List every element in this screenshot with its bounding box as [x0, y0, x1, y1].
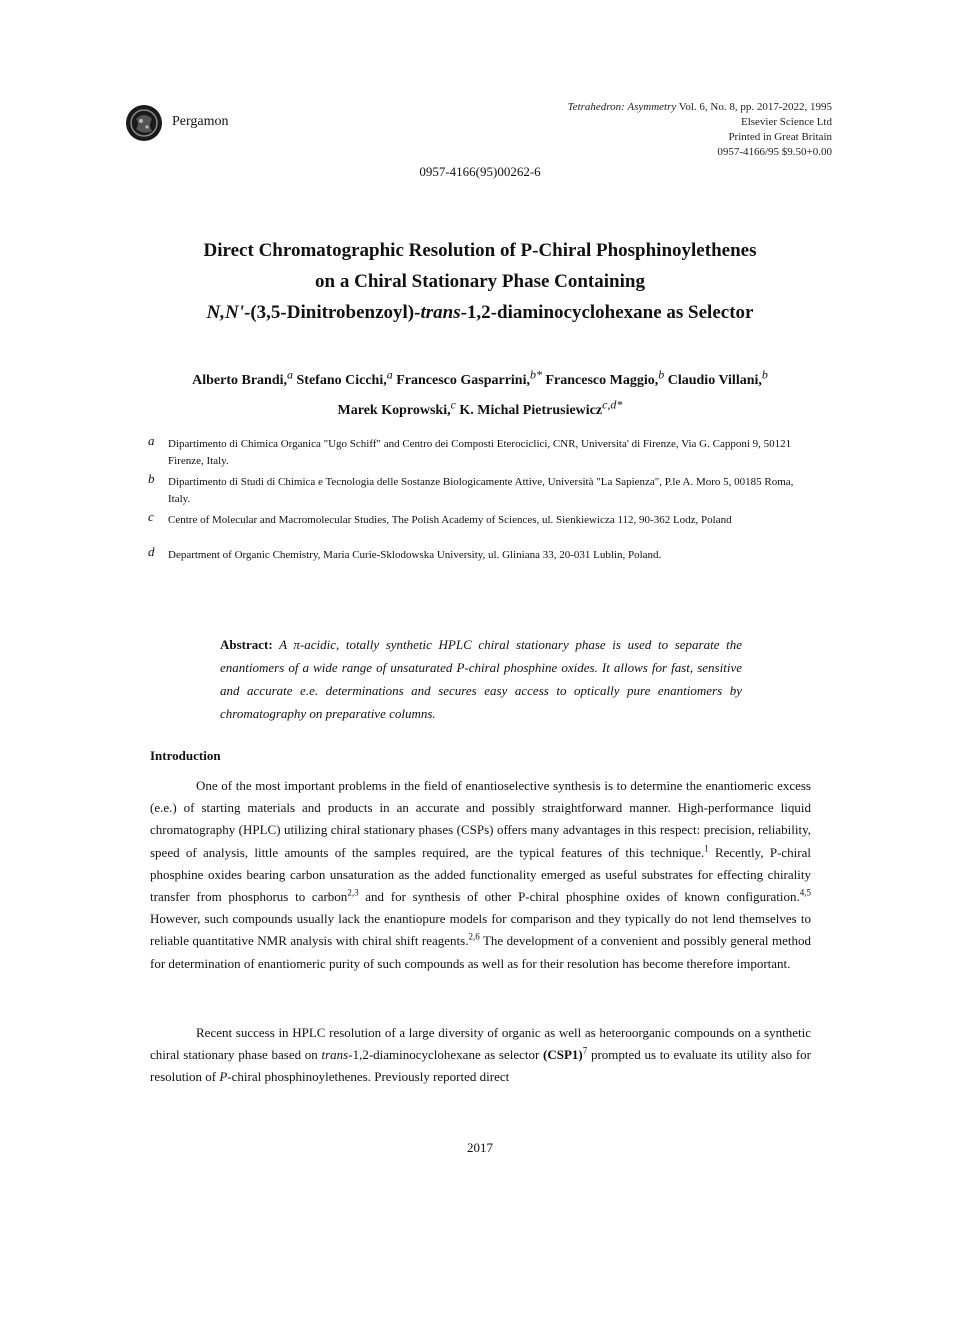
affiliation-b	[148, 471, 818, 508]
abstract	[220, 633, 742, 725]
author-name: Francesco Maggio,	[545, 372, 659, 388]
title-part: -(3,5-Dinitrobenzoyl)-	[244, 302, 421, 323]
abstract-label: Abstract:	[220, 637, 273, 652]
author-name: K. Michal Pietrusiewicz	[459, 403, 603, 419]
author	[296, 367, 393, 388]
author-affiliation-mark: b	[761, 367, 768, 381]
title-part: -1,2-diaminocyclohexane as Selector	[460, 302, 754, 323]
page-number: 2017	[467, 1140, 493, 1155]
title-line-2: on a Chiral Stationary Phase Containing	[315, 271, 645, 292]
body-text: prompted us to evaluate its utility also for resolution of	[150, 1047, 811, 1085]
reference-mark: 2,6	[468, 932, 480, 943]
abstract-text: A π-acidic, totally synthetic HPLC chiral stationary phase is used to separate the enantiomers of a wide range of unsaturated P-chiral phosphine oxides. It allows for fast, sensitive and accurate e.e. determinations and secures easy access to optically pure enantiomers by chromatography on preparative columns.	[220, 637, 742, 721]
affiliation-text: Dipartimento di Studi di Chimica e Tecnologia delle Sostanze Biologicamente Attive, Università "La Sapienza", P.le A. Moro 5, 00185 Roma, Italy.	[168, 476, 794, 505]
affiliation-text: Dipartimento di Chimica Organica "Ugo Schiff" and Centro dei Composti Eterociclici, CNR, Universita' di Firenze, Via G. Capponi 9, 50121 Firenze, Italy.	[168, 438, 792, 467]
body-text: -1,2-diaminocyclohexane as selector	[348, 1047, 544, 1063]
body-text: The development of a convenient and possibly general method for determination of enantiomeric purity of such compounds as well as for their resolution has become therefore important.	[150, 933, 811, 971]
bold-text: (CSP1)	[543, 1047, 583, 1063]
affiliation-c	[148, 509, 818, 529]
journal-citation	[568, 100, 832, 115]
intro-paragraph-1	[150, 775, 811, 975]
author	[337, 397, 456, 419]
affiliation-d	[148, 544, 818, 564]
author	[192, 367, 293, 388]
reference-mark: 4,5	[799, 887, 811, 898]
publisher-name: Pergamon	[172, 114, 229, 129]
journal-info	[568, 100, 832, 160]
article-identifier: 0957-4166(95)00262-6	[419, 164, 541, 179]
journal-details: Vol. 6, No. 8, pp. 2017-2022, 1995	[676, 101, 832, 113]
author-line-1	[90, 362, 870, 393]
italic-text: trans	[321, 1047, 349, 1063]
intro-paragraph-2	[150, 1022, 811, 1089]
title-line-3	[80, 297, 880, 328]
affiliation-mark: d	[148, 544, 155, 559]
section-heading-introduction: Introduction	[150, 748, 221, 763]
affiliation-a	[148, 433, 818, 470]
author-affiliation-mark: a	[287, 367, 293, 381]
body-text: and for synthesis of other P-chiral phosphine oxides of known configuration.	[358, 889, 800, 905]
printed-line: Printed in Great Britain	[728, 131, 832, 143]
author	[667, 367, 768, 388]
author-affiliation-mark: b*	[529, 367, 542, 381]
publisher-logo-icon	[124, 103, 164, 143]
journal-name: Tetrahedron: Asymmetry	[567, 101, 677, 113]
author-affiliation-mark: a	[386, 367, 393, 381]
author	[459, 397, 623, 419]
author	[545, 367, 665, 388]
price-code: 0957-4166/95 $9.50+0.00	[717, 146, 832, 158]
author-affiliation-mark: b	[658, 367, 665, 381]
body-text: However, such compounds usually lack the enantiopure models for comparison and they typically do not lend themselves to reliable quantitative NMR analysis with chiral shift reagents.	[150, 911, 811, 949]
affiliation-text: Centre of Molecular and Macromolecular Studies, The Polish Academy of Sciences, ul. Sienkiewicza 112, 90-362 Lodz, Poland	[168, 514, 732, 526]
reference-mark: 1	[704, 843, 709, 854]
body-text: Recently, P-chiral phosphine oxides bearing carbon unsaturation as the added functionality emerged as useful substrates for effecting chirality transfer from phosphorus to carbon	[150, 844, 811, 905]
reference-mark: 7	[582, 1045, 588, 1056]
author-name: Claudio Villani,	[667, 372, 762, 388]
body-text: -chiral phosphinoylethenes. Previously reported direct	[227, 1069, 510, 1085]
title-line-1: Direct Chromatographic Resolution of P-Chiral Phosphinoylethenes	[203, 240, 757, 261]
title-italic-nn: N,N'	[206, 302, 245, 323]
affiliation-mark: b	[148, 471, 155, 486]
paper-title	[80, 235, 880, 328]
title-italic-trans: trans	[420, 302, 461, 323]
author-affiliation-mark: c,d*	[602, 397, 623, 412]
affiliation-mark: c	[148, 509, 154, 524]
affiliation-mark: a	[148, 433, 155, 448]
reference-mark: 2,3	[347, 887, 359, 898]
author	[396, 367, 542, 388]
body-text: One of the most important problems in the field of enantioselective synthesis is to determine the enantiomeric excess (e.e.) of starting materials and products in an accurate and possibly straightforward manner. High-performance liquid chromatography (HPLC) utilizing chiral stationary phases (CSPs) offers many advantages in this respect: precision, reliability, speed of analysis, little amounts of the samples required, are the typical features of this technique.	[150, 778, 811, 860]
copyright-line: Elsevier Science Ltd	[740, 116, 832, 128]
affiliation-text: Department of Organic Chemistry, Maria Curie-Sklodowska University, ul. Gliniana 33, 20-031 Lublin, Poland.	[168, 549, 662, 561]
italic-text: P	[219, 1069, 228, 1085]
body-text: Recent success in HPLC resolution of a large diversity of organic as well as heteroorganic compounds on a synthetic chiral stationary phase based on	[150, 1025, 811, 1063]
author-line-2	[90, 393, 870, 424]
author-list	[90, 362, 870, 423]
author-name: Alberto Brandi,	[192, 372, 287, 388]
author-name: Marek Koprowski,	[337, 403, 451, 419]
author-name: Stefano Cicchi,	[296, 372, 387, 388]
author-affiliation-mark: c	[450, 397, 456, 412]
author-name: Francesco Gasparrini,	[396, 372, 530, 388]
